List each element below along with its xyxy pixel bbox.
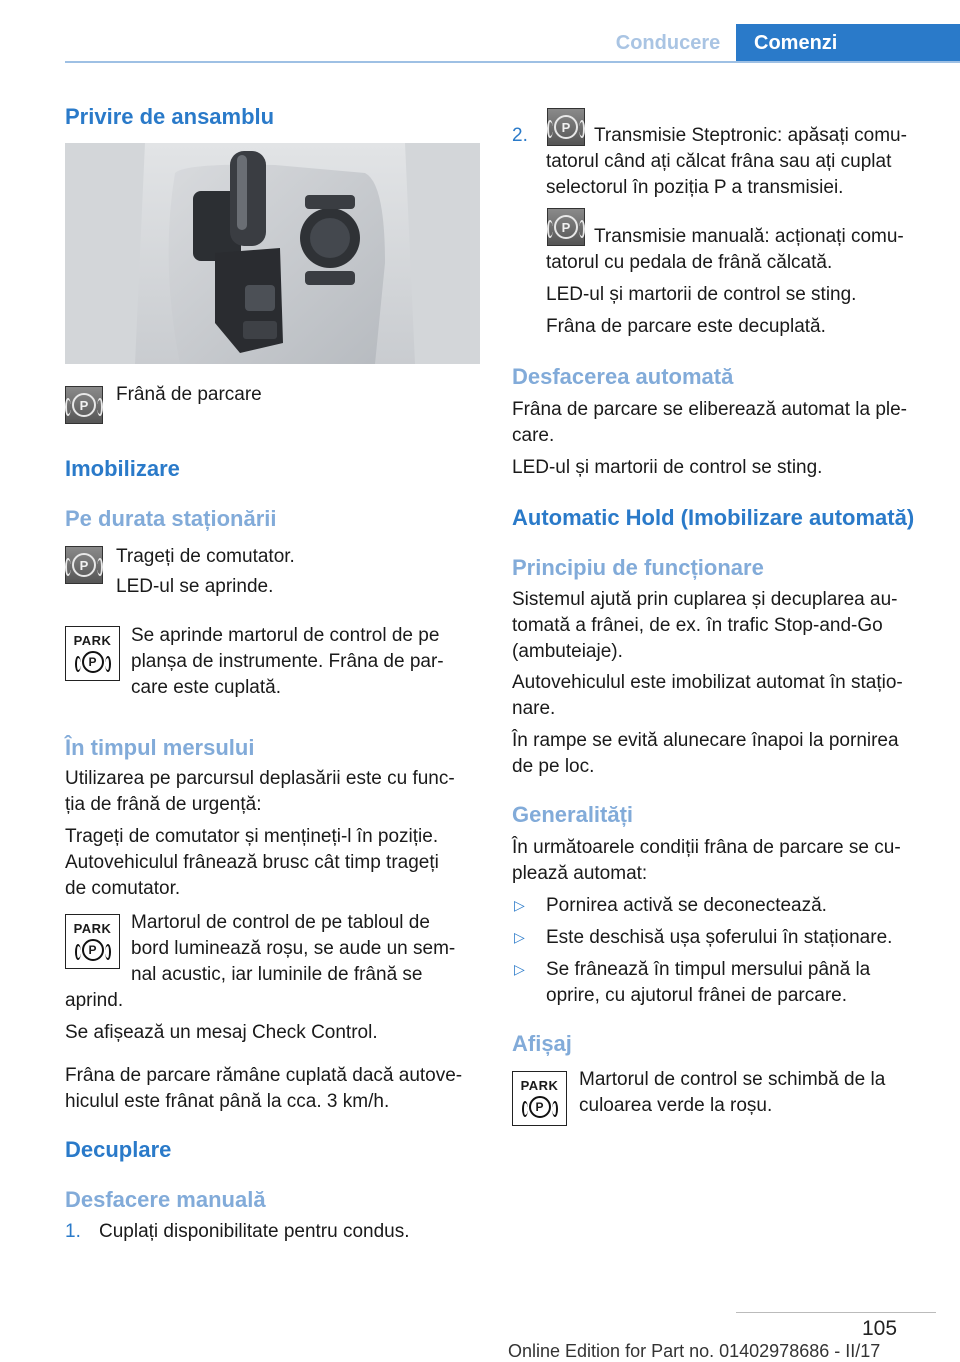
moving-note-line: aprind. [65, 990, 124, 1011]
moving-text-line: Utilizarea pe parcursul deplasării este cu func- [65, 768, 455, 789]
display-subheading: Afișaj [512, 1031, 572, 1056]
principle-text-line: În rampe se evită alunecare înapoi la pornirea [512, 730, 899, 751]
park-icon-label: PARK [73, 921, 112, 936]
parked-note-line: Se aprinde martorul de control de pe [131, 625, 440, 646]
general-text-line: plează automat: [512, 863, 648, 884]
park-icon-label: PARK [520, 1078, 559, 1093]
park-warning-icon: PARK P [65, 914, 120, 969]
overview-heading: Privire de ansamblu [65, 104, 275, 129]
center-console-image [65, 143, 480, 364]
step-text-line: Transmisie Steptronic: apăsați comu- [594, 125, 907, 146]
moving-text-line: Frâna de parcare rămâne cuplată dacă autove- [65, 1065, 463, 1086]
auto-text-line: Frâna de parcare se eliberează automat la ple- [512, 399, 908, 420]
moving-note-line: nal acustic, iar luminile de frână se [131, 964, 423, 985]
header-chapter-tab[interactable]: Comenzi [736, 24, 960, 62]
released-text: Frâna de parcare este decuplată. [546, 316, 826, 337]
manual-text-line: Transmisie manuală: acționați comu- [594, 226, 904, 247]
header-rule [65, 61, 960, 63]
parked-subheading: Pe durata staționării [65, 506, 277, 531]
park-warning-icon: PARK P [65, 626, 120, 681]
parking-brake-icon: P [65, 546, 103, 584]
park-warning-icon: PARK P [512, 1071, 567, 1126]
manual-release-subheading: Desfacere manuală [65, 1187, 266, 1212]
parked-step-text: Trageți de comutator. [116, 546, 295, 567]
display-text-line: Martorul de control se schimbă de la [579, 1069, 886, 1090]
principle-subheading: Principiu de funcționare [512, 555, 764, 580]
moving-text-line: hiculul este frânat până la cca. 3 km/h. [65, 1091, 390, 1112]
bullet-marker: ▷ [514, 929, 525, 945]
auto-release-subheading: Desfacerea automată [512, 364, 734, 389]
auto-text-line: care. [512, 425, 555, 446]
moving-text-line: Se afișează un mesaj Check Control. [65, 1022, 378, 1043]
moving-text-line: ția de frână de urgență: [65, 794, 262, 815]
parked-step-text: LED-ul se aprinde. [116, 576, 274, 597]
general-text-line: În următoarele condiții frâna de parcare se cu- [512, 837, 901, 858]
step-text-line: selectorul în poziția P a transmisiei. [546, 177, 844, 198]
immobilizing-heading: Imobilizare [65, 456, 180, 481]
principle-text-line: (ambuteiaje). [512, 641, 623, 662]
step-number: 1. [65, 1221, 81, 1242]
principle-text-line: tomată a frânei, de ex. în trafic Stop-and-Go [512, 615, 883, 636]
manual-text-line: tatorul cu pedala de frână călcată. [546, 252, 833, 273]
footer-rule [736, 1312, 936, 1313]
bullet-item: oprire, cu ajutorul frânei de parcare. [546, 985, 847, 1006]
moving-text-line: Trageți de comutator și mențineți-l în poziție. [65, 826, 439, 847]
display-text-line: culoarea verde la roșu. [579, 1095, 773, 1116]
console-photo [65, 143, 480, 364]
parking-brake-icon: P [547, 108, 585, 146]
moving-text-line: de comutator. [65, 878, 181, 899]
auto-text-line: LED-ul și martorii de control se sting. [512, 457, 823, 478]
moving-text-line: Autovehiculul frânează brusc cât timp trageți [65, 852, 439, 873]
bullet-item: Se frânează în timpul mersului până la [546, 959, 871, 980]
parking-brake-icon: P [547, 208, 585, 246]
parking-brake-icon: P [65, 386, 103, 424]
overview-caption: Frână de parcare [116, 384, 262, 405]
bullet-marker: ▷ [514, 897, 525, 913]
principle-text-line: nare. [512, 698, 556, 719]
bullet-marker: ▷ [514, 961, 525, 977]
parked-note-line: planșa de instrumente. Frâna de par- [131, 651, 444, 672]
moving-note-line: Martorul de control de pe tabloul de [131, 912, 430, 933]
principle-text-line: de pe loc. [512, 756, 595, 777]
step-number: 2. [512, 125, 528, 146]
moving-subheading: În timpul mersului [65, 735, 255, 760]
moving-note-line: bord luminează roșu, se aude un sem- [131, 938, 456, 959]
step-text: Cuplați disponibilitate pentru condus. [99, 1221, 410, 1242]
running-header [600, 24, 960, 62]
park-icon-label: PARK [73, 633, 112, 648]
auto-hold-heading: Automatic Hold (Imobilizare automată) [512, 505, 915, 530]
principle-text-line: Autovehiculul este imobilizat automat în stațio- [512, 672, 903, 693]
step-text-line: tatorul când ați călcat frâna sau ați cuplat [546, 151, 892, 172]
header-section-tab[interactable]: Conducere [600, 24, 736, 62]
bullet-item: Este deschisă ușa șoferului în staționare. [546, 927, 893, 948]
general-subheading: Generalități [512, 802, 634, 827]
led-text: LED-ul și martorii de control se sting. [546, 284, 857, 305]
edition-text: Online Edition for Part no. 01402978686 - II/17 [508, 1341, 881, 1361]
release-heading: Decuplare [65, 1137, 172, 1162]
bullet-item: Pornirea activă se deconectează. [546, 895, 827, 916]
page-number: 105 [862, 1317, 898, 1340]
principle-text-line: Sistemul ajută prin cuplarea și decuplarea au- [512, 589, 898, 610]
parked-note-line: care este cuplată. [131, 677, 281, 698]
